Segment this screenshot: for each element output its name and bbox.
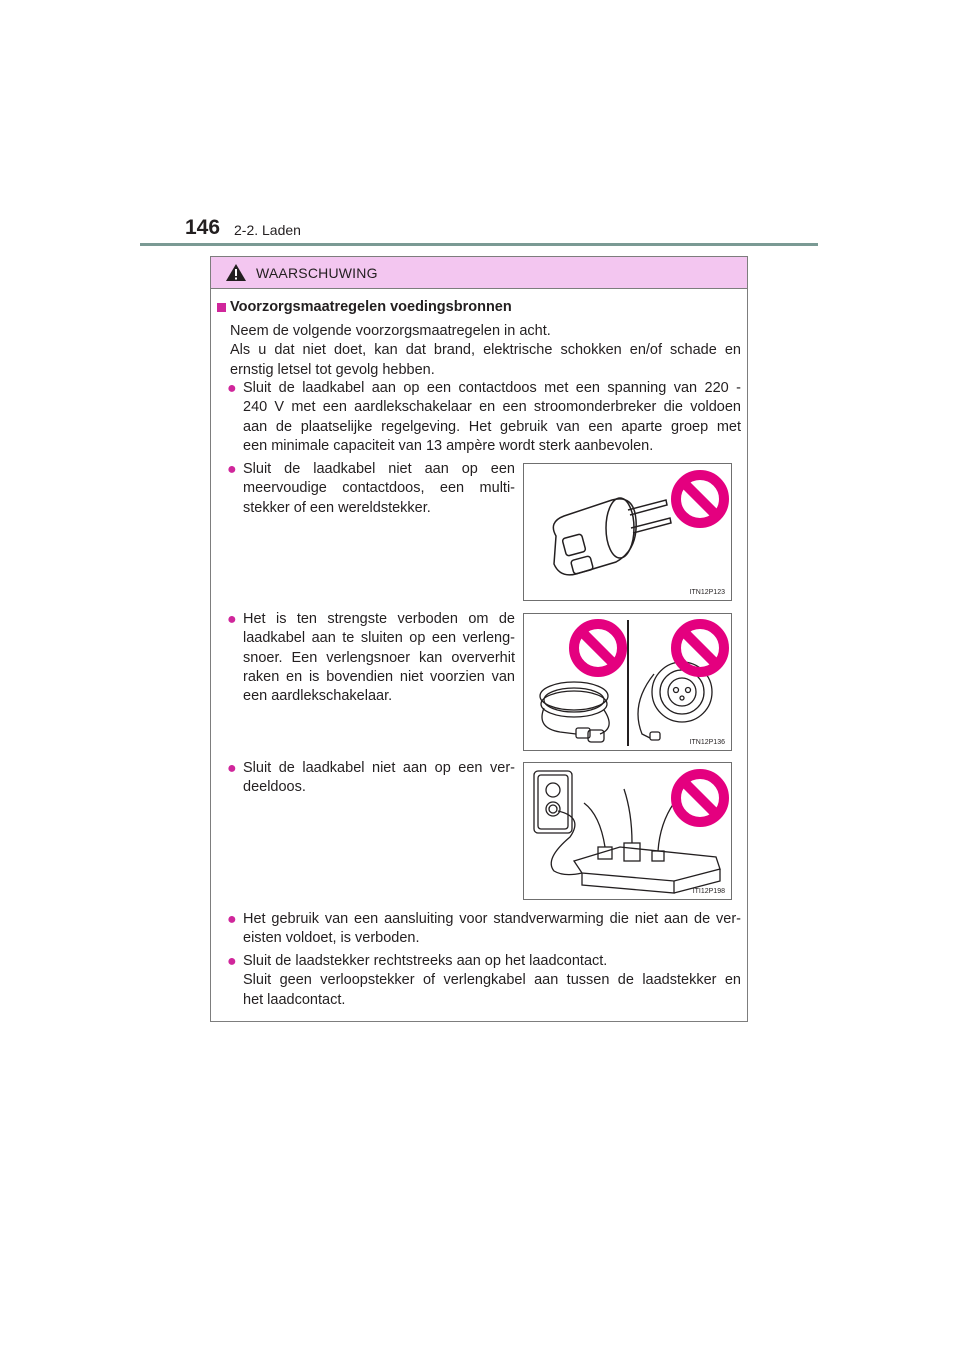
item-line: een minimale capaciteit van 13 ampère wordt sterk aanbevolen. <box>243 437 654 454</box>
item-line: meervoudige contactdoos, een multi- <box>243 480 515 497</box>
item-line: Sluit geen verloopstekker of verlengkabel aan tussen de laadstekker en <box>243 972 741 989</box>
prohibition-icon <box>676 475 724 523</box>
item-line: stekker of een wereldstekker. <box>243 499 431 516</box>
section-title: 2-2. Laden <box>234 222 301 238</box>
item-line: eisten voldoet, is verboden. <box>243 930 420 947</box>
figure-multi-plug <box>523 463 732 601</box>
heading-square-icon <box>217 303 226 312</box>
bullet-icon: ● <box>227 760 237 777</box>
warning-item <box>243 952 741 1010</box>
bullet-icon: ● <box>227 461 237 478</box>
figure-code: ITN12P123 <box>689 589 725 596</box>
warning-item <box>243 460 515 518</box>
bullet-icon: ● <box>227 911 237 928</box>
figure-power-strip <box>523 762 732 900</box>
power-strip-illustration <box>524 763 731 899</box>
prohibition-icon <box>574 624 622 672</box>
item-line: Het is ten strengste verboden om de <box>243 611 515 627</box>
multi-plug-illustration <box>524 464 731 600</box>
warning-item <box>243 759 515 798</box>
item-line: een aardlekschakelaar. <box>243 688 393 705</box>
item-line: snoer. Een verlengsnoer kan oververhit <box>243 649 515 666</box>
warning-header <box>211 257 747 289</box>
intro-line: Als u dat niet doet, kan dat brand, elektrische schokken en/of schade en <box>230 342 741 359</box>
figure-code: ITN12P136 <box>689 739 725 746</box>
intro-line: ernstig letsel tot gevolg hebben. <box>230 361 435 378</box>
header-divider <box>140 243 818 246</box>
item-line: aan de plaatselijke regelgeving. Het gebruik van een aparte groep met <box>243 418 741 435</box>
item-line: Sluit de laadstekker rechtstreeks aan op het laadcontact. <box>243 953 608 969</box>
warning-item <box>243 910 741 949</box>
bullet-icon: ● <box>227 953 237 970</box>
warning-item <box>243 610 515 706</box>
intro-text <box>230 322 741 380</box>
item-line: Het gebruik van een aansluiting voor standverwarming die niet aan de ver- <box>243 911 741 927</box>
figure-extension-cord <box>523 613 732 751</box>
prohibition-icon <box>676 774 724 822</box>
warning-item <box>243 379 741 456</box>
extension-cord-illustration <box>524 614 731 750</box>
item-line: raken en is bovendien niet voorzien van <box>243 668 515 685</box>
page-number: 146 <box>185 216 221 239</box>
intro-line: Neem de volgende voorzorgsmaatregelen in acht. <box>230 323 551 339</box>
figure-code: ITI12P198 <box>692 888 725 895</box>
item-line: Sluit de laadkabel niet aan op een <box>243 461 515 477</box>
warning-triangle-icon <box>225 263 247 282</box>
prohibition-icon <box>676 624 724 672</box>
item-line: Sluit de laadkabel niet aan op een ver- <box>243 760 515 776</box>
warning-title: WAARSCHUWING <box>256 264 378 281</box>
item-line: laadkabel aan te sluiten op een verleng- <box>243 630 515 647</box>
item-line: 240 V met een aardlekschakelaar en een stroomonderbreker die voldoen <box>243 399 741 416</box>
warning-heading: Voorzorgsmaatregelen voedingsbronnen <box>230 299 512 315</box>
bullet-icon: ● <box>227 380 237 397</box>
item-line: Sluit de laadkabel aan op een contactdoos met een spanning van 220 - <box>243 380 741 396</box>
item-line: het laadcontact. <box>243 991 346 1008</box>
item-line: deeldoos. <box>243 779 306 796</box>
bullet-icon: ● <box>227 611 237 628</box>
